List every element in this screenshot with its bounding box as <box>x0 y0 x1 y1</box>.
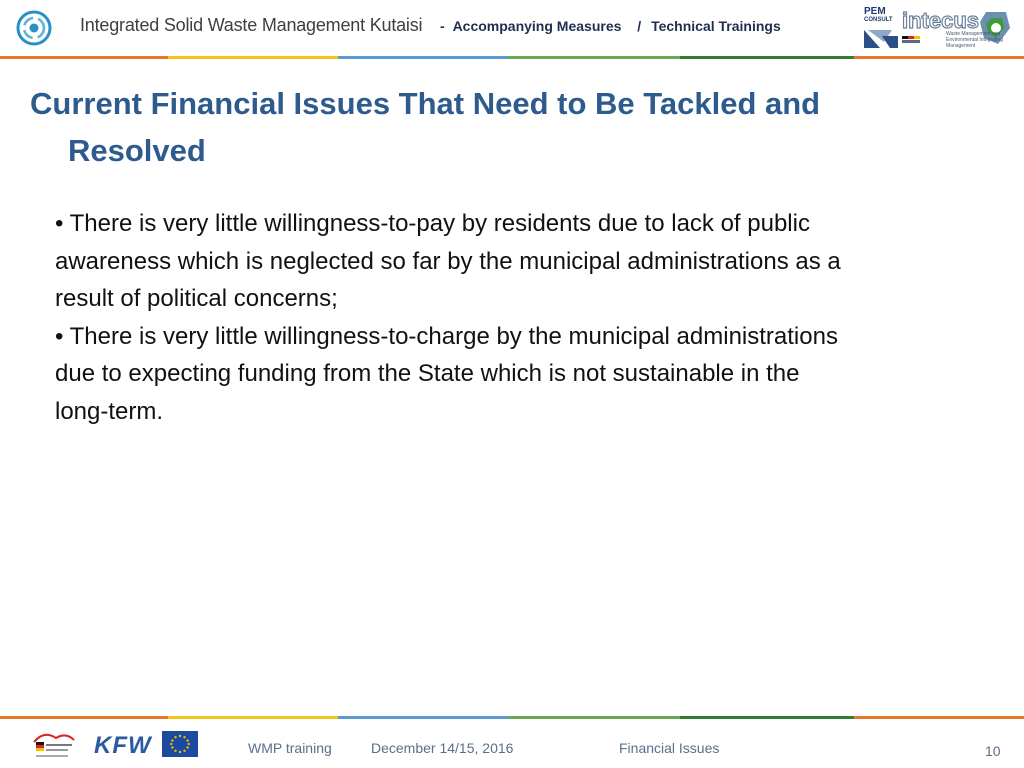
page-number: 10 <box>985 743 1001 759</box>
footer-topic: Financial Issues <box>619 740 720 756</box>
bullet-item-1 <box>55 205 855 318</box>
bullet-icon: • <box>55 210 70 237</box>
bullet-text-2: There is very little willingness-to-charge by the municipal administrations due to expecting funding from the State which is not sustainable in the long-term. <box>55 322 838 425</box>
breadcrumb-separator: / <box>637 18 642 34</box>
intecus-logo-subtext: Waste Management and Environmental Integrating Management <box>946 31 1003 49</box>
footer-color-bar <box>0 716 1024 719</box>
eu-flag-icon <box>162 731 198 757</box>
pem-logo-subtext: CONSULT <box>864 17 893 23</box>
slide-title-line-1: Current Financial Issues That Need to Be Tackled and <box>30 86 821 121</box>
slide-header <box>0 0 1024 56</box>
project-name: Integrated Solid Waste Management Kutaisi <box>80 15 423 35</box>
breadcrumb <box>440 18 781 34</box>
project-logo-icon <box>16 10 52 46</box>
kfw-logo: KFW <box>94 732 152 759</box>
intecus-logo-text: intecus <box>902 8 980 33</box>
footer-training: WMP training <box>248 740 332 756</box>
german-cooperation-logo-icon <box>30 728 78 762</box>
footer-date: December 14/15, 2016 <box>371 740 514 756</box>
breadcrumb-item-measures: Accompanying Measures <box>452 18 622 34</box>
breadcrumb-item-trainings: Technical Trainings <box>651 18 781 34</box>
bullet-text-1: There is very little willingness-to-pay by residents due to lack of public awareness which is neglected so far by the municipal administrations as a result of political concerns; <box>55 210 841 312</box>
slide-title-line-2: Resolved <box>68 133 206 168</box>
slide-body <box>55 205 855 430</box>
pem-logo-text: PEM <box>864 6 886 17</box>
slide-title <box>30 80 930 174</box>
bullet-icon: • <box>55 322 70 350</box>
header-color-bar <box>0 56 1024 59</box>
bullet-item-2 <box>55 318 855 431</box>
breadcrumb-prefix: - <box>440 18 445 34</box>
